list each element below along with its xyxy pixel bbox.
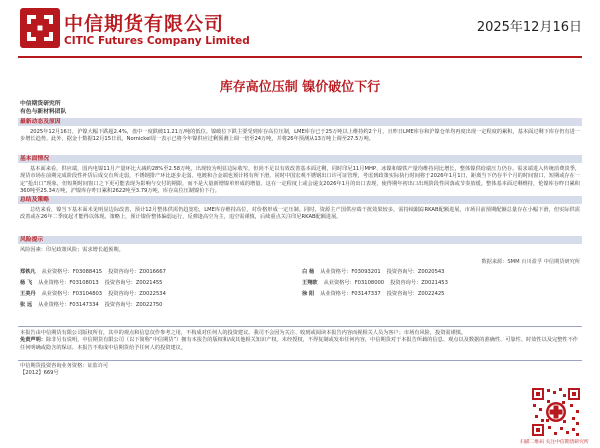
analyst-inv: 投资咨询号：Z0022534	[108, 291, 166, 297]
analyst-qual: 从业资格号：F03104803	[41, 291, 103, 297]
analyst-inv: 投资咨询号：Z0020543	[386, 269, 445, 275]
disclaimer-divider	[18, 326, 582, 327]
fundamental-paragraph: 基本面来看，供应端，国内电镍11月产量环比大减约28%至2.58万吨，出现较为明显边际收窄，但尚不足以有效改善基本面过剩，同时印尼11月MHP、冰镍和镍铁产量均维持同比增长，整体镍供给端压力仍存。需求端进入传统消费淡季，现货市场在前期完成阶段性补货后成交有所走弱，不锈钢排产环比逐步走弱，电镀和合金端也预计将有所下滑，同时中国宏观不锈钢出口许可证管理，考虑到政策实际执行时间将于2026年1月1日，距离当下仍存半个月的时间窗口，短期或存在一定“抢出口”现象，但短期时间窗口之下更可能表现为影响与交付的期限，而不是大量新增镍单形成的增量。这在一定程度上或会递支2026年1月的出口表现，使得期年初出口出现阶段性回落或节奏放缓。整体基本面过剩维持，伦镍库存昨日累积360吨至25.34万吨，沪镍库存昨日累积2622吨至3.79万吨，库存高位压制镍价下行。	[20, 166, 580, 194]
section-bar-news	[18, 118, 582, 126]
analyst-name: 张 远	[20, 302, 33, 308]
disclaimer-text: 除非另有说明，中信期货有限公司（以下简称“中信期货”）拥有本报告的版权和/或其他相关知识产权。未经授权，不得复制或发布任何内容，中信期货对于本报告所载的信息、观点以及数据的准确性、可靠性、时效性以及完整性不作任何明确或隐含的保证。本报告不构成中信期货给予任何人的投资建议。	[20, 337, 578, 351]
disclaimer-statement	[20, 337, 578, 352]
company-name-cn: 中信期货有限公司	[64, 13, 225, 35]
analyst-qual: 从业资格号：F03147337	[320, 291, 381, 297]
analyst-qual: 从业资格号：F03108013	[38, 280, 99, 286]
analyst-name: 王翔欧	[302, 280, 318, 286]
disclaimer-intro: 本报告由中信期货有限公司版权所有，其中的观点和信息仅作参考之用，不构成对任何人的投资建议。我司不会因为关注、收到或阅读本报告内容而视相关人员为客户；市场有风险，投资需谨慎。	[20, 330, 467, 336]
analyst-qual: 从业资格号：F03093201	[320, 269, 381, 275]
citic-logo-icon	[20, 8, 60, 48]
news-paragraph: 2025年12月16日，沪镍大幅下跌超2.4%，盘中一度跌破11.21万/吨的低位。镍破位下跌主要受到库存高位压制，LME库存已于25万吨以上维持约2个月，且昨日LME库存和沪镍仓单均再度出现一定程度的累积，基本面过剩下库存仍有进一步增长趋势。此外，据金十数据12月15日讯，Nornickel周一表示已将今年镍供应过剩预测上调一倍至24万吨，并将26年预测从13万吨上调至27.5万吨。	[20, 129, 580, 143]
section-title-fundamental: 基本面情况	[20, 156, 49, 162]
data-source: 数据来源：SMM 百川盈孚 中信期货研究所	[481, 259, 580, 265]
analyst-inv: 投资咨询号：Z0022750	[104, 302, 163, 308]
analyst-name: 杨 飞	[20, 280, 33, 286]
qr-caption: 扫描二维码 关注中信期货研究所	[520, 440, 589, 445]
license-title: 中信期货投资咨询业务资格：证监许可	[20, 363, 109, 369]
disclaimer-label: 免责声明：	[20, 337, 46, 344]
analyst-inv: 投资咨询号：Z0016667	[108, 269, 166, 275]
analyst-name: 王美丹	[20, 291, 36, 297]
report-header	[0, 0, 600, 62]
analyst-row	[20, 290, 580, 299]
qr-block	[520, 386, 589, 448]
analyst-entry	[302, 290, 445, 299]
section-title-risk: 风险提示	[20, 237, 44, 243]
section-bar-risk	[18, 236, 582, 244]
section-title-summary: 总结及策略	[20, 197, 49, 203]
summary-paragraph: 总结来看，镍当下基本面未见明显边际改善，预计12月整体供需仍趋宽松，LME库存维持高位，对价格形成一定压制。同时，资源主产国供应端干扰效果较多，需持续跟踪RKAB配额进展，市场目前预期配额总量存在小幅下滑，但实际供需改善或在26年二季度起才能得以体现。策略上，预计镍价整体偏弱运行，反弹逢高空为主，追空需谨慎，后续重点关注印尼RKAB配额进展。	[20, 207, 580, 221]
section-bar-fundamental	[18, 155, 582, 163]
analyst-inv: 投资咨询号：Z0021453	[390, 280, 448, 286]
analyst-entry	[302, 279, 448, 288]
section-title-news: 最新动态及原因	[20, 119, 61, 125]
license-divider	[18, 360, 582, 361]
disclaimer-block	[20, 330, 578, 352]
team-name: 有色与新材料团队	[20, 109, 67, 115]
analyst-entry	[20, 268, 166, 277]
analyst-entry	[20, 301, 163, 310]
analyst-inv: 投资咨询号：Z0022425	[386, 291, 445, 297]
analyst-row	[20, 268, 580, 277]
report-title: 库存高位压制 镍价破位下行	[219, 80, 381, 95]
analyst-entry	[302, 268, 445, 277]
analyst-qual: 从业资格号：F03088415	[41, 269, 103, 275]
analyst-name: 白 杨	[302, 269, 315, 275]
institute-name: 中信期货研究所	[20, 101, 61, 107]
section-bar-summary	[18, 196, 582, 204]
analyst-entry	[20, 279, 163, 288]
analyst-row	[20, 279, 580, 288]
company-name-en: CITIC Futures Company Limited	[64, 35, 250, 47]
analyst-name: 徐 阳	[302, 291, 315, 297]
analyst-entry	[20, 290, 166, 299]
risk-paragraph: 风险因素：印尼政策风险；需求增长超预期。	[20, 247, 124, 253]
analyst-inv: 投资咨询号：Z0021455	[104, 280, 163, 286]
analyst-name: 郑铁凡	[20, 269, 36, 275]
analyst-qual: 从业资格号：F03147334	[38, 302, 99, 308]
report-meta	[20, 100, 66, 116]
analyst-qual: 从业资格号：F03108000	[323, 280, 385, 286]
license-number: 【2012】669号	[20, 370, 59, 376]
header-divider	[18, 56, 582, 58]
analyst-row	[20, 301, 580, 310]
qr-code-icon[interactable]	[530, 386, 582, 438]
report-date: 2025年12月16日	[476, 20, 582, 35]
